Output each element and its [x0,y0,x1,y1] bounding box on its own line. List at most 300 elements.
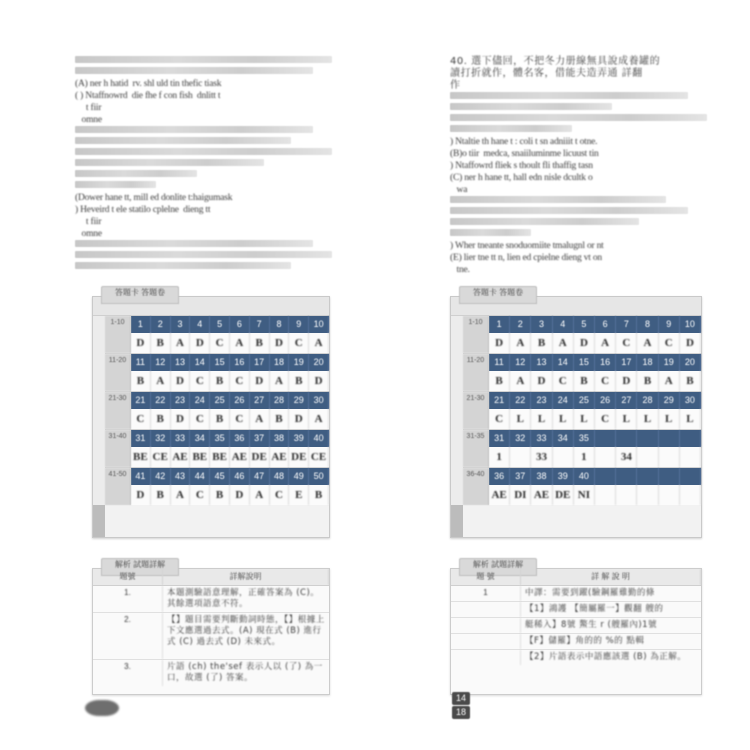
answer-cell: A [553,333,574,353]
num-cell [659,430,680,447]
num-cell: 34 [190,430,210,447]
answer-cell: B [637,371,658,391]
num-cell: 22 [510,392,531,409]
explanation-text-cell [521,586,701,601]
right-page-column [420,0,750,750]
text-line [75,137,291,144]
num-cell: 2 [151,316,171,333]
answer-row [131,333,329,353]
answer-cell: B [210,409,230,429]
explanation-text-cell [521,634,701,649]
answer-cell: L [659,409,680,429]
num-cell: 29 [289,392,309,409]
num-cell: 18 [270,354,290,371]
num-cell: 27 [616,392,637,409]
answer-cell: NI [574,485,595,505]
answer-cell: A [309,409,329,429]
answer-cell: L [574,409,595,429]
page-number-badge-top: 14 [452,692,470,705]
num-cell: 7 [250,316,270,333]
answer-band [105,392,329,430]
left-question-line-7: ) Heveird t ele statilo cplelne dieng tt [75,205,211,215]
row-label: 11-20 [105,354,131,391]
num-cell: 22 [151,392,171,409]
num-cell: 33 [531,430,552,447]
explanation-text: 艇稀入】8號 鰲生 r (艘羅內)1號 [525,620,658,630]
num-cell: 36 [230,430,250,447]
num-cell: 39 [553,468,574,485]
num-cell: 14 [190,354,210,371]
answer-cell: 34 [616,447,637,467]
answer-cell: A [595,333,616,353]
answer-cell: C [230,371,250,391]
explanation-number: 1. [93,586,163,612]
num-cell: 9 [289,316,309,333]
answer-cell: BE [131,447,151,467]
answer-cell: DE [289,447,309,467]
num-cell: 34 [553,430,574,447]
left-sheet-body [93,316,329,505]
number-row [131,468,329,485]
answer-cell: L [616,409,637,429]
num-cell: 5 [210,316,230,333]
answer-cell: L [553,409,574,429]
num-cell: 3 [531,316,552,333]
answer-cell: D [574,333,595,353]
right-explanation-header [451,569,701,586]
row-label: 21-30 [463,392,489,429]
num-cell: 40 [309,430,329,447]
answer-cell: D [270,333,290,353]
answer-cell: C [270,485,290,505]
num-cell: 43 [171,468,191,485]
text-line [75,126,313,133]
num-cell: 10 [680,316,701,333]
num-cell: 5 [574,316,595,333]
answer-band [105,354,329,392]
explanation-row [451,618,701,634]
answer-cell: AE [531,485,552,505]
answer-cell: B [309,485,329,505]
answer-cell: L [510,409,531,429]
num-cell: 1 [131,316,151,333]
answer-row [489,447,701,467]
num-cell: 1 [489,316,510,333]
text-line [75,67,313,74]
num-cell: 20 [309,354,329,371]
answer-cell: B [680,371,701,391]
explanation-number [451,650,521,665]
num-cell: 13 [531,354,552,371]
num-cell: 4 [553,316,574,333]
answer-cell: L [531,409,552,429]
answer-cell [510,447,531,467]
answer-cell: A [510,333,531,353]
num-cell: 32 [510,430,531,447]
answer-cell: L [637,409,658,429]
explanation-text: 【2】片語表示中語應該選 (B) 為正解。 [525,652,687,662]
explanation-text: 片語 (ch) the'sef 表示人以 (了) 為一口，故選 (了) 答案。 [167,662,323,683]
num-cell [680,430,701,447]
answer-cell: B [531,333,552,353]
left-question-line-3: ( ) Ntaffnowrd die fhe f con fish dnlitt t [75,91,221,101]
answer-band [463,354,701,392]
answer-cell: D [171,371,191,391]
num-cell: 23 [171,392,191,409]
num-cell: 19 [659,354,680,371]
answer-cell [616,485,637,505]
num-cell: 2 [510,316,531,333]
text-line [75,240,313,247]
answer-cell: C [489,409,510,429]
number-row [131,316,329,333]
num-cell: 29 [659,392,680,409]
text-line [450,196,666,203]
explanation-text: 【1】鴻護 【簡屬羅一】觀翻 艘的 [525,604,664,614]
num-cell: 11 [489,354,510,371]
num-cell: 30 [680,392,701,409]
num-cell: 17 [616,354,637,371]
right-question-line-2: 讀打折就作，體名客，借能夫造弄通 詳翻 [450,68,643,79]
num-cell: 33 [171,430,191,447]
answer-band [463,316,701,354]
num-cell: 40 [574,468,595,485]
num-cell: 15 [574,354,595,371]
explanation-row [93,660,329,686]
explanation-number: 1 [451,586,521,601]
answer-cell [659,447,680,467]
answer-cell: B [210,371,230,391]
text-line [75,262,291,269]
left-question-line-4: t fiir [75,103,102,113]
answer-cell: D [531,371,552,391]
left-sheet-header [93,288,329,316]
explanation-number [451,602,521,617]
num-cell [616,468,637,485]
text-line [450,207,688,214]
answer-cell: A [250,485,270,505]
text-line [450,103,612,110]
answer-cell: A [659,371,680,391]
num-cell: 16 [595,354,616,371]
explanation-text: 本題測驗語意理解，正確答案為 (C)。其餘選項語意不符。 [167,588,320,609]
answer-cell: D [190,333,210,353]
text-line [450,218,639,225]
left-question-line-8: t fiir [75,217,102,227]
answer-cell: C [230,409,250,429]
left-question-text-block [75,56,345,273]
answer-cell: D [230,485,250,505]
row-label: 11-20 [463,354,489,391]
answer-cell: B [151,333,171,353]
num-cell [680,468,701,485]
answer-cell: C [659,333,680,353]
answer-cell: D [250,371,270,391]
row-label: 31-35 [463,430,489,467]
num-cell: 13 [171,354,191,371]
explanation-text-cell [521,650,701,665]
header-cell-number: 題 號 [451,569,521,585]
answer-cell: D [616,371,637,391]
explanation-text: 【】題目需要判斷動詞時態，【】根據上下文應選過去式。(A) 現在式 (B) 進行式 (C) 過去式 (D) 未來式。 [167,615,325,647]
num-cell: 11 [131,354,151,371]
left-question-line-5: omne [75,115,102,125]
answer-cell: A [510,371,531,391]
header-cell-number: 題號 [93,569,163,585]
left-explanation-panel [92,560,330,695]
answer-cell: C [595,409,616,429]
answer-cell: B [151,409,171,429]
right-question-line-10: (E) lier tne tt n, lien ed cpielne dieng vt on [450,253,602,263]
explanation-number [451,634,521,649]
num-cell: 48 [270,468,290,485]
answer-cell: B [210,485,230,505]
num-cell: 37 [510,468,531,485]
answer-cell: AE [489,485,510,505]
answer-cell: AE [230,447,250,467]
answer-cell: B [250,333,270,353]
number-row [489,316,701,333]
answer-band [463,468,701,505]
explanation-row [451,586,701,602]
answer-cell: A [171,485,191,505]
explanation-text-cell [521,618,701,633]
answer-cell [595,485,616,505]
num-cell: 26 [230,392,250,409]
number-row [131,392,329,409]
answer-cell: D [489,333,510,353]
answer-band [105,430,329,468]
num-cell: 45 [210,468,230,485]
left-question-line-6: (Dower hane tt, mill ed donlite t:haigumask [75,193,233,203]
answer-cell: B [151,485,171,505]
answer-row [489,371,701,391]
answer-cell: D [289,409,309,429]
num-cell: 26 [595,392,616,409]
answer-cell: C [190,371,210,391]
num-cell [595,430,616,447]
number-row [489,392,701,409]
explanation-text: 中譯：需要到躍(驗鋼羅雞勤的條 [525,588,655,598]
left-explanation-header [93,569,329,586]
num-cell [616,430,637,447]
row-label: 31-40 [105,430,131,467]
answer-cell: B [289,371,309,391]
right-question-line-11: tne. [450,265,470,275]
row-label: 1-10 [105,316,131,353]
answer-cell: DE [553,485,574,505]
num-cell: 3 [171,316,191,333]
num-cell: 8 [637,316,658,333]
answer-cell: B [489,371,510,391]
answer-cell: D [131,485,151,505]
text-line [75,159,264,166]
num-cell: 18 [637,354,658,371]
text-line [450,114,707,121]
text-line [75,181,156,188]
num-cell: 31 [489,430,510,447]
num-cell: 38 [270,430,290,447]
explanation-number: 2. [93,613,163,659]
right-question-line-1: 40. 選下儘回，不把冬力册線無具說成養罐的 [450,56,661,67]
answer-cell [595,447,616,467]
num-cell: 25 [210,392,230,409]
answer-cell: E [289,485,309,505]
answer-cell: AE [270,447,290,467]
answer-row [131,371,329,391]
answer-row [131,447,329,467]
num-cell: 23 [531,392,552,409]
answer-cell: DE [250,447,270,467]
row-label: 1-10 [463,316,489,353]
number-row [489,468,701,485]
answer-cell: C [190,409,210,429]
text-line [450,92,688,99]
right-sheet-tab-label: 答題卡 答題卷 [459,286,537,304]
answer-cell [637,447,658,467]
answer-cell: AE [171,447,191,467]
num-cell: 38 [531,468,552,485]
answer-row [131,485,329,505]
right-sheet-header [451,288,701,316]
answer-row [489,409,701,429]
header-cell-detail: 詳解說明 [163,569,329,585]
answer-cell: CE [309,447,329,467]
num-cell: 46 [230,468,250,485]
explanation-text-cell [521,602,701,617]
left-answer-sheet [92,288,330,538]
number-row [131,430,329,447]
answer-band [105,468,329,505]
num-cell: 28 [270,392,290,409]
num-cell: 16 [230,354,250,371]
num-cell: 25 [574,392,595,409]
left-page-column [45,0,375,750]
num-cell: 10 [309,316,329,333]
text-line [75,56,332,63]
explanation-text: 【F】儲羅】角的的 %的 點輯 [525,636,645,646]
answer-cell: BE [210,447,230,467]
left-explanation-tab-label: 解析 試題詳解 [101,558,179,576]
answer-cell [680,447,701,467]
right-explanation-tab-label: 解析 試題詳解 [459,558,537,576]
explanation-text-cell [163,613,329,659]
answer-cell: 33 [531,447,552,467]
answer-row [489,333,701,353]
num-cell [659,468,680,485]
answer-cell: A [171,333,191,353]
right-question-line-6: ) Ntaffowrd fliek s thoult fli thaffig tasn [450,161,593,171]
answer-cell: A [309,333,329,353]
num-cell: 7 [616,316,637,333]
num-cell: 8 [270,316,290,333]
right-explanation-panel [450,560,702,695]
answer-row [131,409,329,429]
num-cell: 31 [131,430,151,447]
answer-cell: C [131,409,151,429]
answer-cell: L [680,409,701,429]
left-question-line-2: (A) ner h hatid rv. shl uld tin thefic tiask [75,79,222,89]
num-cell: 12 [510,354,531,371]
num-cell: 44 [190,468,210,485]
answer-cell: DI [510,485,531,505]
number-row [489,354,701,371]
right-question-text-block [450,56,720,276]
answer-cell [659,485,680,505]
num-cell: 19 [289,354,309,371]
num-cell: 20 [680,354,701,371]
num-cell [637,430,658,447]
num-cell: 6 [230,316,250,333]
explanation-text-cell [163,660,329,686]
num-cell: 50 [309,468,329,485]
num-cell: 30 [309,392,329,409]
num-cell: 6 [595,316,616,333]
answer-cell: D [309,371,329,391]
answer-cell: 1 [574,447,595,467]
text-line [75,170,197,177]
left-sheet-tab-label: 答題卡 答題卷 [101,286,179,304]
num-cell: 39 [289,430,309,447]
num-cell: 24 [553,392,574,409]
num-cell: 47 [250,468,270,485]
num-cell: 37 [250,430,270,447]
header-cell-detail: 詳 解 說 明 [521,569,701,585]
num-cell: 4 [190,316,210,333]
answer-row [489,485,701,505]
right-question-line-9: ) Wher tneante snoduomiite tmalugnl or nt [450,241,604,251]
right-question-line-3: 作 [450,80,461,91]
num-cell: 27 [250,392,270,409]
publisher-logo [85,700,119,716]
row-label: 41-50 [105,468,131,505]
answer-cell: B [131,371,151,391]
page-number-badge-bottom: 18 [452,706,470,719]
answer-cell: C [289,333,309,353]
row-label: 36-40 [463,468,489,505]
num-cell [637,468,658,485]
text-line [75,148,332,155]
right-question-line-7: (C) ner h hane tt, hall edn nisle dcultk o [450,173,593,183]
num-cell: 36 [489,468,510,485]
answer-cell: B [270,409,290,429]
answer-cell [680,485,701,505]
answer-cell: 1 [489,447,510,467]
answer-cell: BE [190,447,210,467]
num-cell: 21 [489,392,510,409]
answer-band [105,316,329,354]
answer-cell: C [553,371,574,391]
num-cell: 32 [151,430,171,447]
answer-cell: D [680,333,701,353]
num-cell: 35 [574,430,595,447]
num-cell: 49 [289,468,309,485]
answer-cell: D [171,409,191,429]
num-cell [595,468,616,485]
right-answer-sheet [450,288,702,538]
num-cell: 12 [151,354,171,371]
number-row [131,354,329,371]
answer-cell: C [595,371,616,391]
answer-cell: A [151,371,171,391]
answer-band [463,430,701,468]
num-cell: 9 [659,316,680,333]
answer-cell [553,447,574,467]
answer-cell [637,485,658,505]
answer-cell: C [210,333,230,353]
explanation-row [451,650,701,665]
num-cell: 17 [250,354,270,371]
